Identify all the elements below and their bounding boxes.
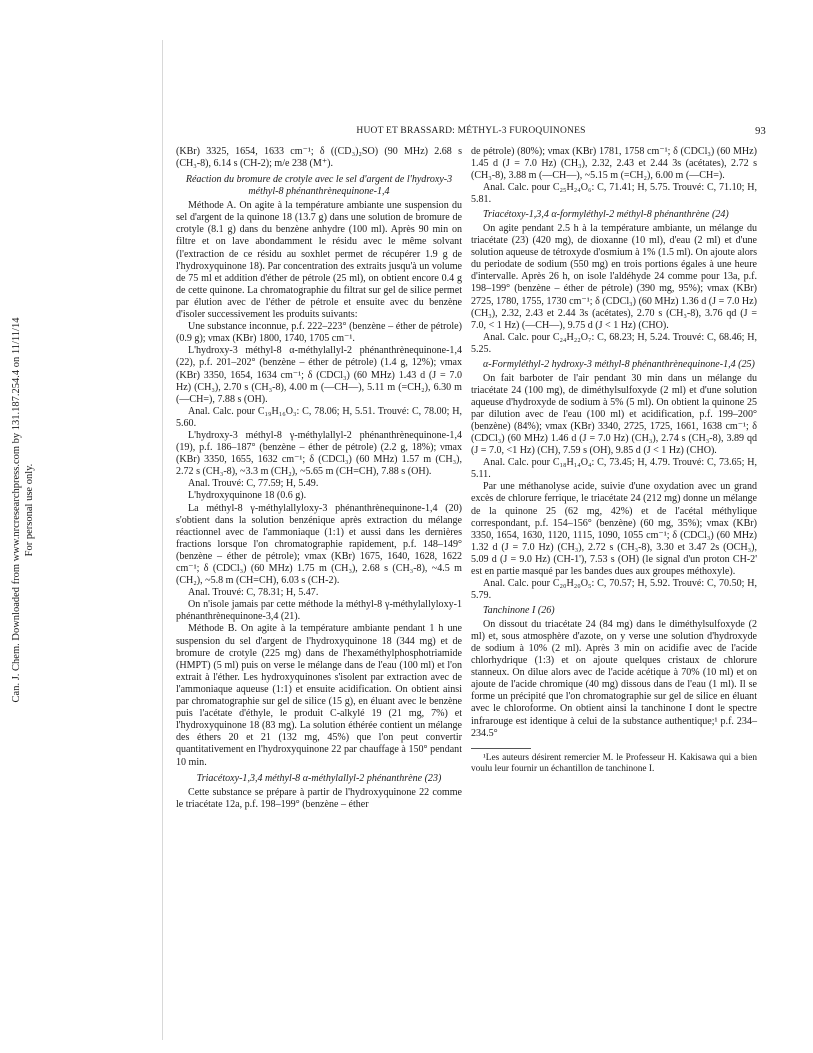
paragraph: Anal. Trouvé: C, 78.31; H, 5.47. xyxy=(188,587,319,599)
paragraph: L'hydroxy-3 méthyl-8 α-méthylallyl-2 phénanthrènequinone-1,4 (22), p.f. 201–202° (benzène – éther de pétrole) (1.4 g, 12%); νmax (KBr) 3350, 1654, 1634 cm⁻¹; δ (CDCl₃) (60 MHz) 1.43 d (J = 7.0 Hz) (CH₃), 2.70 s (CH₃-8), 4.00 m (—CH—), 5.11 m (=CH₂), 6.30 m (—CH=), 7.88 s (OH). xyxy=(176,345,462,405)
paragraph: La méthyl-8 γ-méthylallyloxy-3 phénanthrènequinone-1,4 (20) s'obtient dans la solution benzénique après extraction du mélange réactionnel avec de l'ammoniaque (1:1) et aussi dans les dernières fractions lorsque l'on chromatographie rapidement, p.f. 148–149° (benzène – éther de pétrole); νmax (KBr) 1675, 1640, 1628, 1622 cm⁻¹; δ (CDCl₃) (60 MHz) 1.75 m (CH₃), 2.68 s (CH₃-8), ~4.5 m (CH₂), ~5.8 m (CH=CH), 6.03 s (CH-2). xyxy=(176,502,462,587)
paragraph: (KBr) 3325, 1654, 1633 cm⁻¹; δ ((CD₃)₂SO) (90 MHz) 2.68 s (CH₃-8), 6.14 s (CH-2); m/e 238 (M⁺). xyxy=(176,146,462,170)
download-watermark xyxy=(1,150,45,870)
footnote: ¹Les auteurs désirent remercier M. le Professeur H. Kakisawa qui a bien voulu leur fournir un échantillon de tanchinone I. xyxy=(471,752,757,774)
paragraph: de pétrole) (80%); νmax (KBr) 1781, 1758 cm⁻¹; δ (CDCl₃) (60 MHz) 1.45 d (J = 7.0 Hz) (CH₃), 2.32, 2.43 et 2.44 3s (acétates), 2.72 s (CH₃-8), 3.88 m (—CH—), ~5.15 m (=CH₂), 6.00 m (—CH=). xyxy=(471,146,757,182)
paragraph: On n'isole jamais par cette méthode la méthyl-8 γ-méthylallyloxy-1 phénanthrènequinone-3,4 (21). xyxy=(176,599,462,623)
left-column xyxy=(176,146,462,811)
watermark-line-1: Can. J. Chem. Downloaded from www.nrcresearchpress.com by 131.187.254.4 on 11/11/14 xyxy=(11,317,22,703)
paragraph: Méthode A. On agite à la température ambiante une suspension du sel d'argent de la quinone 18 (13.7 g) dans une solution de bromure de crotyle (8.1 g) dans du benzène anhydre (100 ml). Après 90 min on filtre et on lave abondamment le résidu avec le même solvant (l'extraction de ce résidu au soxhlet permet de récupérer 1.9 g de l'hydroxyquinone 18). Par concentration des extraits jusqu'à un volume de 75 ml et addition d'éther de pétrole (25 ml), on obtient encore 0.4 g de cette quinone. La chromatographie du filtrat sur gel de silice permet par élution avec de l'éther de pétrole et ensuite avec du benzène d'isoler successivement les produits suivants: xyxy=(176,200,462,321)
running-header xyxy=(176,126,766,140)
paragraph: Anal. Calc. pour C₂₅H₂₄O₆: C, 71.41; H, 5.75. Trouvé: C, 71.10; H, 5.81. xyxy=(471,182,757,206)
paragraph: L'hydroxyquinone 18 (0.6 g). xyxy=(188,490,307,502)
gutter-line xyxy=(162,40,163,1040)
section-title: Tanchinone I (26) xyxy=(483,605,555,617)
section-title: α-Formyléthyl-2 hydroxy-3 méthyl-8 phénanthrènequinone-1,4 (25) xyxy=(483,359,755,370)
page-number: 93 xyxy=(755,126,766,137)
right-column xyxy=(471,146,757,775)
section-title: Triacétoxy-1,3,4 méthyl-8 α-méthylallyl-2 phénanthrène (23) xyxy=(196,772,442,784)
paragraph: Anal. Trouvé: C, 77.59; H, 5.49. xyxy=(188,478,319,490)
paragraph: Par une méthanolyse acide, suivie d'une oxydation avec un grand excès de chlorure ferrique, le triacétate 24 (212 mg) donne un mélange de la quinone 25 (62 mg, 42%) et de l'acétal méthylique correspondant, p.f. 154–156° (benzène) (60 mg, 35%); νmax (KBr) 3350, 1654, 1630, 1120, 1115, 1090, 1055 cm⁻¹; δ (CDCl₃) (60 MHz) 1.32 d (J = 7.0 Hz) (CH₃), 2.72 s (CH₃-8), 3.30 et 3.47 2s (OCH₃), 5.09 d (J = 9.0 Hz) (CH-1'), 7.53 s (OH) (le signal d'un proton CH-2' est en partie masqué par les bandes dues aux groupes méthoxyle). xyxy=(471,481,757,577)
paragraph: Anal. Calc. pour C₁₈H₁₄O₄: C, 73.45; H, 4.79. Trouvé: C, 73.65; H, 5.11. xyxy=(471,457,757,481)
paragraph: Anal. Calc. pour C₂₀H₂₀O₅: C, 70.57; H, 5.92. Trouvé: C, 70.50; H, 5.79. xyxy=(471,578,757,602)
paragraph: Méthode B. On agite à la température ambiante pendant 1 h une suspension du sel d'argent de l'hydroxyquinone 18 (344 mg) et de bromure de crotyle (225 mg) dans de l'hexaméthylphosphotriamide (HMPT) (5 ml) puis on verse le mélange dans de l'eau (100 ml) et l'on extrait à l'éther. Les hydroxyquinones s'isolent par extraction avec de l'ammoniaque aqueuse (1:1) et ensuite acidification. On obtient ainsi par chromatographie sur gel de silice (15 g), en éluant avec le benzène puis l'acétate d'éthyle, le produit C-alkylé 19 (21 mg, 7%) et l'hydroxyquinone 18 (83 mg). La solution éthérée contient un mélange des éthers 20 et 21 (132 mg, 45%) que l'on peut convertir quantitativement en l'hydroxyquinone 22 par chauffage à 150° pendant 10 min. xyxy=(176,623,462,768)
paragraph: Anal. Calc. pour C₂₄H₂₂O₇: C, 68.23; H, 5.24. Trouvé: C, 68.46; H, 5.25. xyxy=(471,331,757,355)
paragraph: On agite pendant 2.5 h à la température ambiante, un mélange du triacétate (23) (420 mg), de dioxanne (10 ml), d'eau (2 ml) et d'une solution aqueuse de tétroxyde d'osmium à 1% (1.5 ml). On ajoute alors du periodate de sodium (550 mg) en trois portions égales à une heure d'intervalle. Après 26 h, on isole l'aldéhyde 24 comme pour 13a, p.f. 198–199° (benzène – éther de pétrole) (390 mg, 95%); νmax (KBr) 2725, 1780, 1755, 1730 cm⁻¹; δ (CDCl₃) (60 MHz) 1.36 d (J = 7.0 Hz) (CH₃), 2.32, 2.43 et 2.44 3s (acétates), 2.70 s (CH₃-8), 3.76 qd (J = 7.0, < 1 Hz) (—CH—), 9.75 d (J < 1 Hz) (CHO). xyxy=(471,222,757,331)
paragraph: Anal. Calc. pour C₁₉H₁₆O₃: C, 78.06; H, 5.51. Trouvé: C, 78.00; H, 5.60. xyxy=(176,405,462,429)
footnote-rule xyxy=(471,748,531,749)
paragraph: L'hydroxy-3 méthyl-8 γ-méthylallyl-2 phénanthrènequinone-1,4 (19), p.f. 186–187° (benzène – éther de pétrole) (2.2 g, 18%); νmax (KBr) 3350, 1655, 1632 cm⁻¹; δ (CDCl₃) (60 MHz) 1.57 m (CH₃), 2.72 s (CH₃-8), ~3.3 m (CH₂), ~5.65 m (CH=CH), 7.88 s (OH). xyxy=(176,429,462,478)
paragraph: Cette substance se prépare à partir de l'hydroxyquinone 22 comme le triacétate 12a, p.f. 198–199° (benzène – éther xyxy=(176,787,462,811)
right-column-body xyxy=(471,146,757,740)
paragraph: Une substance inconnue, p.f. 222–223° (benzène – éther de pétrole) (0.9 g); νmax (KBr) 1800, 1740, 1705 cm⁻¹. xyxy=(176,321,462,345)
watermark-line-2: For personal use only. xyxy=(24,463,35,557)
section-title: Réaction du bromure de crotyle avec le sel d'argent de l'hydroxy-3 méthyl-8 phénanthrènequinone-1,4 xyxy=(185,174,453,197)
running-head: HUOT ET BRASSARD: MÉTHYL-3 FUROQUINONES xyxy=(356,126,586,136)
paragraph: On fait barboter de l'air pendant 30 min dans un mélange du triacétate 24 (100 mg), de diméthylsulfoxyde (2 ml) et d'une solution aqueuse d'hydroxyde de sodium à 5% (5 ml). On obtient la quinone 25 par dilution avec de l'eau (100 ml) et acidification, p.f. 199–200° (benzène) (84%); νmax (KBr) 3340, 2725, 1725, 1661, 1638 cm⁻¹; δ (CDCl₃) (60 MHz) 1.46 d (J = 7.0 Hz) (CH₃), 2.74 s (CH₃-8), 3.89 qd (J = 7.0, <1 Hz) (CH), 7.59 s (OH), 9.85 d (J < 1 Hz) (CHO). xyxy=(471,372,757,457)
section-title: Triacétoxy-1,3,4 α-formyléthyl-2 méthyl-8 phénanthrène (24) xyxy=(483,209,729,221)
paragraph: On dissout du triacétate 24 (84 mg) dans le diméthylsulfoxyde (2 ml) et, sous atmosphère d'azote, on y verse une solution d'hydroxyde de sodium à 10% (2 ml). Après 3 min on acidifie avec de l'acide chlorhydrique (1:3) et on ajoute quelques cristaux de chlorure stanneux. On dilue alors avec de l'acide acétique à 70% (10 ml) et on ajoute de l'acide chromique (40 mg) dissous dans de l'eau (1 ml). Il se forme un précipité que l'on chromatographie sur gel de silice en éluant avec le chloroforme. On obtient ainsi la tanchinone I dont le spectre infrarouge est identique à celui de la substance authentique;¹ p.f. 234–234.5° xyxy=(471,618,757,739)
